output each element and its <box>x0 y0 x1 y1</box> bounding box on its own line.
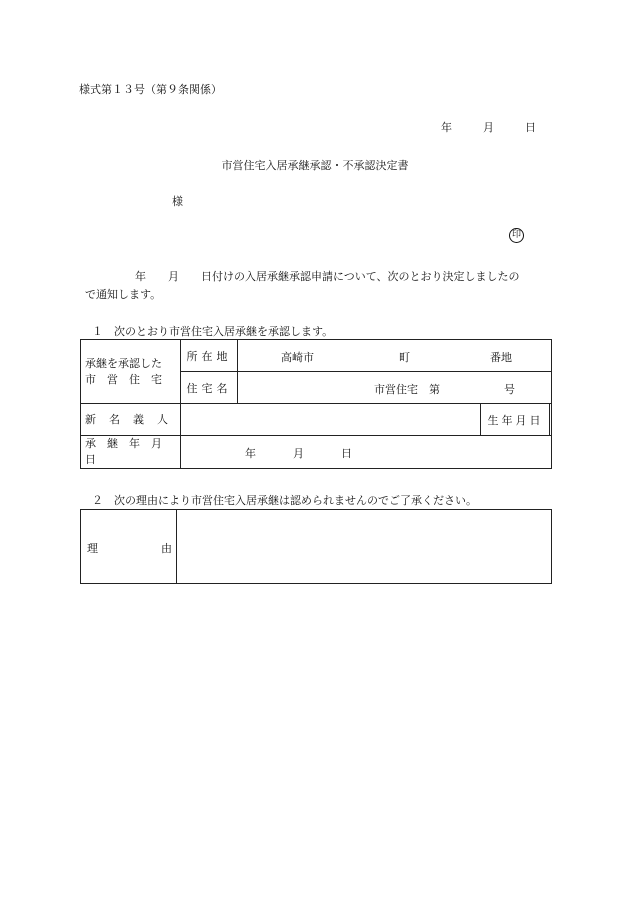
approval-table <box>80 339 552 469</box>
location-field[interactable] <box>238 340 552 372</box>
approved-housing-label-line1: 承継を承認した <box>85 356 162 370</box>
housing-name-field[interactable] <box>238 372 552 404</box>
section2-heading: ２ 次の理由により市営住宅入居承継は認められませんのでご了承ください。 <box>92 494 477 507</box>
reason-label-char-2: 由 <box>161 542 172 555</box>
birth-date-field[interactable] <box>550 404 552 436</box>
section1-heading: １ 次のとおり市営住宅入居承継を承認します。 <box>92 325 334 338</box>
new-holder-label: 新 名 義 人 <box>81 404 181 436</box>
approved-housing-label <box>81 340 181 404</box>
approved-housing-label-line2: 市 営 住 宅 <box>85 372 162 386</box>
date-month-label: 月 <box>483 121 494 134</box>
reason-label <box>81 510 177 584</box>
date-line <box>441 119 536 135</box>
housing-name-suffix: 号 <box>504 383 515 396</box>
housing-name-prefix: 市営住宅 第 <box>374 383 440 396</box>
form-number: 様式第１３号（第９条関係） <box>79 83 222 96</box>
housing-name-label: 住宅名 <box>181 372 238 404</box>
rejection-table <box>80 509 552 584</box>
succession-month: 月 <box>293 447 304 460</box>
body-line-1: 年 月 日付けの入居承継承認申請について、次のとおり決定しましたの <box>135 270 520 283</box>
location-label: 所在地 <box>181 340 238 372</box>
birth-date-label: 生年月日 <box>481 404 550 436</box>
date-day-label: 日 <box>525 121 536 134</box>
new-holder-field[interactable] <box>181 404 481 436</box>
seal-mark: 印 <box>509 228 524 243</box>
addressee-suffix: 様 <box>172 195 183 208</box>
document-title: 市営住宅入居承継承認・不承認決定書 <box>221 159 409 172</box>
succession-date-field[interactable] <box>181 436 552 469</box>
location-lot: 番地 <box>490 351 512 364</box>
date-year-label: 年 <box>441 121 452 134</box>
body-text <box>79 268 559 304</box>
location-city: 高崎市 <box>281 351 314 364</box>
reason-field[interactable] <box>177 510 552 584</box>
location-town: 町 <box>399 351 410 364</box>
succession-date-label: 承 継 年 月 日 <box>81 436 181 469</box>
succession-day: 日 <box>341 447 352 460</box>
reason-label-char-1: 理 <box>87 542 98 555</box>
body-line-2: で通知します。 <box>85 288 162 301</box>
succession-year: 年 <box>245 447 256 460</box>
